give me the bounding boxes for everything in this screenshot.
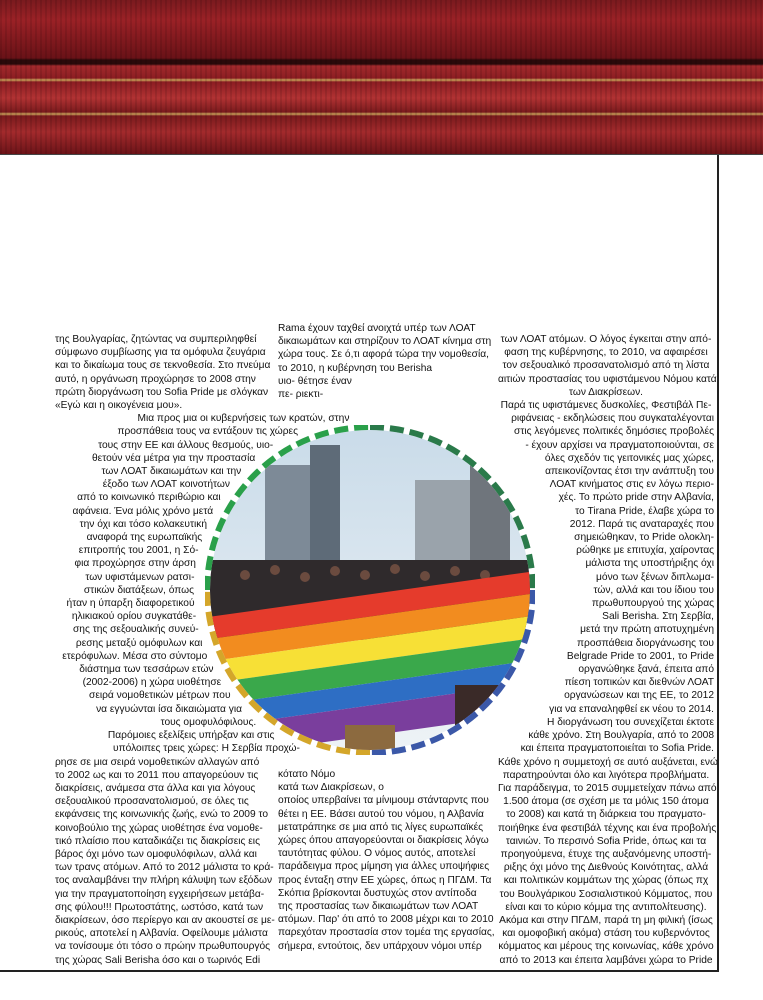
- text-line: παράδειγμα προς μίμηση για άλλες υποψήφιες: [278, 861, 490, 873]
- text-line: αφάνεια. Ένα μόλις χρόνο μετά: [72, 505, 214, 517]
- text-line: οργανώσεων και της ΕΕ, το 2012: [564, 690, 714, 702]
- text-line: διακρίσεις, ανάμεσα στα άλλα και για λόγους: [55, 782, 256, 794]
- text-line: της προστασίας των δικαιωμάτων των ΛΟΑΤ: [278, 901, 479, 913]
- text-line: προηγούμενα, έτυχε της αυξανόμενης υποστή-: [500, 848, 712, 860]
- text-line: των ΛΟΑΤ δικαιωμάτων και την: [101, 466, 242, 478]
- text-line: απεικονίζοντας έτσι την ανάπτυξη του: [545, 466, 714, 478]
- text-line: τους στην ΕΕ και άλλους θεσμούς, υιο-: [98, 439, 274, 451]
- text-line: Η διοργάνωση του συνεχίζεται έκτοτε: [547, 716, 714, 728]
- text-line: ρησε σε μια σειρά νομοθετικών αλλαγών από: [55, 756, 260, 768]
- text-line: ρικούς, αποτελεί η Αλβανία. Οφείλουμε μάλιστα: [55, 928, 268, 940]
- text-line: Rama έχουν ταχθεί ανοιχτά υπέρ των ΛΟΑΤ: [278, 323, 476, 334]
- text-line: τικό πλαίσιο που καταδικάζει τις διακρίσεις εις: [55, 835, 260, 847]
- text-line: της Βουλγαρίας, ζητώντας να συμπεριληφθεί: [55, 334, 257, 345]
- text-line: διακρίσεων, όσο περίεργο και αν ακουστεί σε με-: [55, 914, 275, 926]
- text-line: της χώρας Sali Berisha όσο και ο τωρινός Edi: [55, 954, 261, 966]
- text-line: και έπειτα πραγματοποιείται το Sofia Pride.: [520, 743, 714, 755]
- text-line: και ομοφοβική ακόμα) στάση του κυβερνόντος: [502, 928, 710, 940]
- text-line: αυτό, η οργάνωση προχώρησε το 2008 στην: [55, 373, 256, 385]
- text-line: Μια προς μια οι κυβερνήσεις των κρατών, στην: [137, 413, 350, 425]
- text-line: υπόλοιπες τρεις χώρες: Η Σερβία προχώ-: [113, 743, 300, 755]
- text-line: φια προχώρησε στην άρση: [74, 558, 196, 570]
- text-line: για να επαναληφθεί εκ νέου το 2014.: [549, 703, 714, 715]
- text-line: των τρανς ατόμων. Από το 2012 μάλιστα το κρά-: [55, 862, 274, 874]
- text-line: ηλικιακού ορίου συγκατάθε-: [71, 611, 197, 623]
- text-line: μετατράπηκε σε μια από τις λίγες ευρωπαϊκές: [278, 821, 484, 833]
- text-line: Ακόμα και στην ΠΓΔΜ, παρά τη μη φιλική (ίσως: [499, 914, 713, 926]
- text-line: εκφάνσεις της κοινωνικής ζωής, ενώ το 2009 το: [55, 809, 269, 821]
- text-line: μετά την πρώτη αποτυχημένη: [580, 624, 714, 636]
- text-line: φαση της κυβέρνησης, το 2010, να αφαιρέσει: [504, 347, 708, 359]
- text-line: όλες σχεδόν τις γειτονικές μας χώρες,: [544, 452, 714, 464]
- text-line: χώρες όπου απαγορεύονται οι διακρίσεις λόγω: [278, 835, 489, 847]
- text-line: κάθε χρόνο. Στη Βουλγαρία, από το 2008: [528, 730, 714, 742]
- text-line: Σκόπια βρίσκονται δυστυχώς στον αντίποδα: [278, 887, 477, 899]
- text-line: Για παράδειγμα, το 2015 συμμετείχαν πάνω από: [498, 782, 717, 794]
- text-line: προσπάθεια διοργάνωσης του: [577, 637, 714, 649]
- text-line: προς ένταξη στην ΕΕ χώρες, όπως η ΠΓΔΜ. Τα: [278, 874, 492, 886]
- text-line: κότατο Νόμο: [278, 769, 336, 780]
- text-line: ρώθηκε με επιτυχία, χαίροντας: [576, 545, 714, 557]
- text-line: ταινιών. Το περσινό Sofia Pride, όπως και τα: [505, 835, 707, 847]
- rainbow-flag-image: [205, 425, 535, 755]
- text-line: σεξουαλικού προσανατολισμού, σε όλες τις: [55, 796, 249, 808]
- text-line: σήμερα, εντούτοις, δεν υπάρχουν νόμοι υπέρ: [278, 940, 482, 952]
- text-line: Belgrade Pride το 2001, το Pride: [566, 650, 714, 662]
- text-line: το Tirana Pride, έλαβε χώρα το: [575, 505, 714, 517]
- text-line: οποίος υπερβαίνει τα μίνιμουμ στάνταρντς που: [278, 795, 489, 807]
- text-line: και το δικαίωμα τους σε τεκνοθεσία. Στο πνεύμα: [55, 360, 271, 372]
- text-line: μόνο των ξένων διπλωμα-: [596, 571, 714, 583]
- text-line: κόμματος και μέρους της κοινωνίας, κάθε χρόνο: [498, 941, 714, 953]
- text-line: θετούν νέα μέτρα για την προστασία: [92, 452, 256, 464]
- text-line: χές. Το πρώτο pride στην Αλβανία,: [558, 492, 714, 504]
- text-line: ατόμων. Παρ' ότι από το 2008 μέχρι και το 2010: [278, 914, 494, 926]
- text-line: έξοδο των ΛΟΑΤ κοινοτήτων: [102, 479, 230, 491]
- text-line: αιτιών προστασίας του υφιστάμενου Νόμου κατά: [498, 373, 717, 385]
- text-line: από το 2013 και έπειτα λαμβάνει χώρα το Pride: [499, 954, 713, 966]
- text-line: σης φύλου!!! Πρωτοστάτης, ωστόσο, κατά των: [55, 901, 264, 913]
- text-line: ριξης όχι μόνο της Διεθνούς Κοινότητας, αλλά: [503, 862, 709, 874]
- text-line: ετερόφυλων. Μέσα στο σύντομο: [62, 650, 208, 662]
- text-line: διάστημα των τεσσάρων ετών: [79, 664, 214, 676]
- text-line: το 2010, η κυβέρνηση του Berisha: [278, 362, 433, 374]
- text-line: σης της σεξουαλικής συνεύ-: [73, 624, 199, 636]
- text-line: αναφορά της ευρωπαϊκής: [86, 532, 203, 544]
- text-line: Παρόμοιες εξελίξεις υπήρξαν και στις: [107, 730, 275, 742]
- text-line: των υφιστάμενων ρατσι-: [85, 571, 195, 583]
- text-line: πρωθυπουργού της χώρας: [591, 598, 714, 610]
- text-line: πρώτη διοργάνωση του Sofia Pride με σλόγκαν: [55, 386, 269, 398]
- text-line: «Εγώ και η οικογένεια μου».: [55, 400, 183, 412]
- text-line: στις λεγόμενες πολιτικές δημόσιες προβολές: [514, 426, 714, 438]
- text-line: ταυτότητας φύλου. Ο νόμος αυτός, αποτελεί: [278, 848, 476, 860]
- text-line: ρεσης μεταξύ ομόφυλων και: [75, 637, 203, 649]
- text-line: παρεχόταν προστασία στον τομέα της εργασίας,: [278, 927, 495, 939]
- text-line: και πολιτικών κομμάτων της χώρας (όπως πχ: [503, 875, 709, 887]
- text-line: δικαιωμάτων και στηρίζουν το ΛΟΑΤ κίνημα στη: [278, 336, 492, 348]
- text-line: 2012. Παρά τις αναταραχές που: [569, 518, 714, 530]
- text-line: μάλιστα της υποστήριξης όχι: [585, 558, 714, 570]
- text-line: ήταν η ύπαρξη διαφορετικού: [66, 598, 195, 610]
- text-line: (2002-2006) η χώρα υιοθέτησε: [82, 677, 222, 689]
- text-line: σημειώθηκαν, το Pride ολοκλη-: [574, 532, 714, 544]
- text-line: τος αναλαμβάνει την πλήρη κάλυψη των εξόδων: [55, 875, 273, 887]
- text-line: του Βουλγάρικου Σοσιαλιστικού Κόμματος, που: [499, 888, 713, 900]
- text-line: Sali Berisha. Στη Σερβία,: [602, 611, 714, 623]
- text-line: οργανώθηκε ξανά, έπειτα από: [578, 664, 714, 676]
- text-column-middle-bottom: [278, 768, 495, 953]
- text-line: το 2008) και κατά τη διάρκεια του πραγματο-: [506, 809, 706, 821]
- text-line: θέτει η ΕΕ. Βάσει αυτού του νόμου, η Αλβανία: [278, 808, 484, 820]
- pride-parade-photo: [205, 425, 535, 755]
- text-line: ποιήθηκε ένα φεστιβάλ τέχνης και ένα προβολής: [498, 822, 717, 834]
- text-line: παρατηρούνται όλο και λιγότερα προβλήματα.: [502, 769, 710, 781]
- text-line: υιο- θέτησε έναν: [278, 375, 352, 387]
- text-line: να εγγυώνται ίσα δικαιώματα για: [96, 703, 242, 715]
- text-line: κοινοβούλιο της χώρας υιοθέτησε ένα νομοθε-: [55, 822, 263, 834]
- text-line: τον σεξουαλικό προσανατολισμό από τη λίστα: [502, 360, 710, 372]
- text-line: για την πραγματοποίηση εγχειρήσεων μετάβα-: [55, 888, 265, 900]
- text-line: είναι και το κύριο κόμμα της αντιπολίτευσης).: [505, 901, 707, 913]
- text-line: - έχουν αρχίσει να πραγματοποιούνται, σε: [525, 439, 714, 451]
- text-line: το 2002 ως και το 2011 που απαγορεύουν τις: [55, 769, 259, 781]
- text-line: βάρος όχι μόνο των ομοφυλόφιλων, αλλά και: [55, 848, 257, 860]
- text-line: επιτροπής του 2001, η Σό-: [78, 545, 199, 557]
- text-line: στικών διατάξεων, όπως: [83, 584, 194, 596]
- text-line: χώρα τους. Σε ό,τι αφορά τώρα την νομοθεσία,: [278, 349, 489, 361]
- text-line: σύμφωνο συμβίωσης για τα ομόφυλα ζευγάρια: [55, 347, 266, 359]
- text-line: από το κοινωνικό περιθώριο και: [77, 492, 221, 504]
- text-line: των Διακρίσεων.: [568, 386, 643, 398]
- text-line: ΛΟΑΤ κινήματος στις εν λόγω περιο-: [549, 479, 714, 491]
- text-line: Κάθε χρόνο η συμμετοχή σε αυτό αυξάνεται, ενώ: [498, 756, 718, 768]
- text-line: των ΛΟΑΤ ατόμων. Ο λόγος έγκειται στην από-: [500, 334, 712, 345]
- text-line: προσπάθεια τους να εντάξουν τις χώρες: [117, 426, 299, 438]
- text-line: τών, αλλά και του ίδιου του: [593, 584, 714, 596]
- text-line: ριφάνειας - εκδηλώσεις που συγκαταλέγονται: [511, 413, 714, 425]
- text-column-middle-top: [278, 322, 490, 401]
- text-line: 1.500 άτομα (σε σχέση με τα μόλις 150 άτομα: [503, 796, 709, 808]
- text-line: την όχι και τόσο κολακευτική: [79, 518, 207, 530]
- text-line: σειρά νομοθετικών μέτρων που: [89, 690, 231, 702]
- text-line: να τονίσουμε ότι τόσο ο πρώην πρωθυπουργός: [55, 941, 271, 953]
- text-line: κατά των Διακρίσεων, ο: [278, 782, 384, 794]
- text-line: τους ομοφυλόφιλους.: [160, 716, 257, 728]
- text-line: πίεση τοπικών και διεθνών ΛΟΑΤ: [564, 677, 714, 689]
- textile-banner: [0, 0, 763, 155]
- text-line: Παρά τις υφιστάμενες δυσκολίες, Φεστιβάλ Πε-: [500, 400, 712, 412]
- text-line: πε- ριεκτι-: [278, 389, 324, 401]
